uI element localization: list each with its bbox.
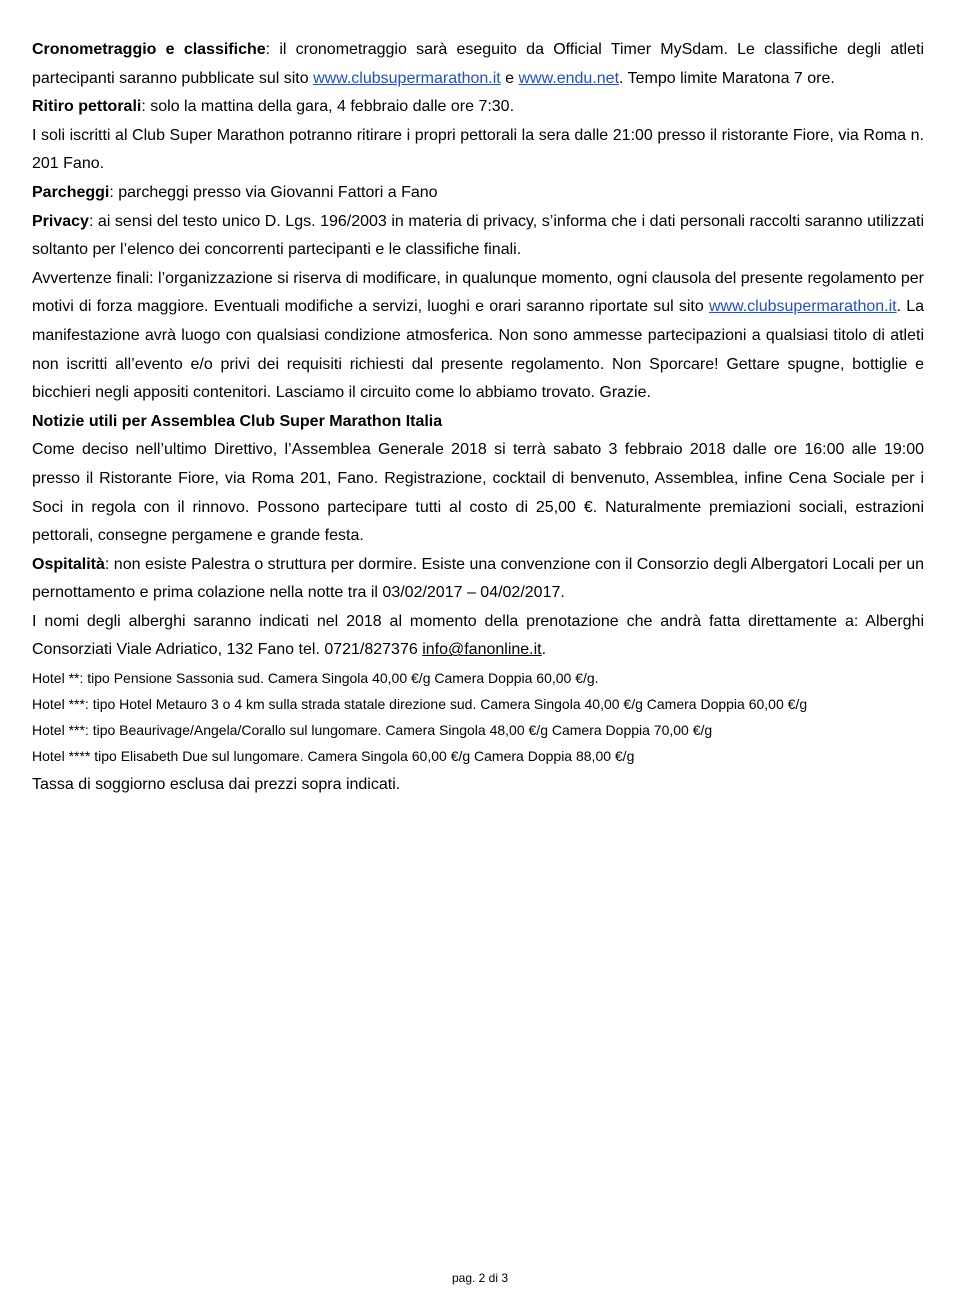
hotel-item: Hotel ***: tipo Beaurivage/Angela/Corallo sul lungomare. Camera Singola 48,00 €/g Camera Doppia 70,00 €/g bbox=[32, 722, 713, 739]
heading-cronometraggio: Cronometraggio e classifiche bbox=[32, 41, 266, 58]
hotel-item: Hotel ***: tipo Hotel Metauro 3 o 4 km sulla strada statale direzione sud. Camera Singola 40,00 €/g Camera Doppia 60,00 €/g bbox=[32, 696, 808, 713]
paragraph-parcheggi bbox=[32, 179, 924, 208]
document-body bbox=[32, 36, 924, 800]
paragraph-iscritti bbox=[32, 122, 924, 179]
link-clubsupermarathon[interactable]: www.clubsupermarathon.it bbox=[313, 69, 501, 87]
hotel-item: Hotel **** tipo Elisabeth Due sul lungomare. Camera Singola 60,00 €/g Camera Doppia 88,00 €/g bbox=[32, 748, 635, 765]
heading-assemblea: Notizie utili per Assemblea Club Super Marathon Italia bbox=[32, 412, 443, 430]
text: . bbox=[541, 641, 547, 659]
page-number: pag. 2 di 3 bbox=[451, 1271, 509, 1285]
text: Tassa di soggiorno esclusa dai prezzi sopra indicati. bbox=[32, 776, 401, 794]
text: . Tempo limite Maratona 7 ore. bbox=[619, 69, 835, 87]
hotel-item: Hotel **: tipo Pensione Sassonia sud. Camera Singola 40,00 €/g Camera Doppia 60,00 €/g. bbox=[32, 670, 599, 687]
paragraph-ospitalita bbox=[32, 551, 924, 608]
heading-parcheggi: Parcheggi bbox=[32, 183, 110, 201]
text: : ai sensi del testo unico D. Lgs. 196/2003 in materia di privacy, s’informa che i dati personali raccolti saranno utilizzati soltanto per l’elenco dei concorrenti partecipanti e le classifiche finali. bbox=[32, 212, 924, 259]
hotel-list bbox=[32, 665, 924, 769]
heading-privacy: Privacy bbox=[32, 212, 89, 230]
paragraph-cronometraggio bbox=[32, 36, 924, 93]
text: . La manifestazione avrà luogo con qualsiasi condizione atmosferica. Non sono ammesse partecipazioni a qualsiasi titolo di atleti non iscritti all’evento e/o privi dei requisiti richiesti dal presente regolamento. Non Sporcare! Gettare spugne, bottiglie e bicchieri negli appositi contenitori. Lasciamo il circuito come lo abbiamo trovato. Grazie. bbox=[32, 298, 925, 402]
paragraph-ritiro-pettorali bbox=[32, 93, 924, 122]
text: I nomi degli alberghi saranno indicati nel 2018 al momento della prenotazione che andrà fatta direttamente a: Alberghi Consorziati Viale Adriatico, 132 Fano tel. 0721/827376 bbox=[32, 612, 924, 659]
paragraph-privacy bbox=[32, 208, 924, 265]
paragraph-assemblea-heading bbox=[32, 408, 924, 437]
text: I soli iscritti al Club Super Marathon potranno ritirare i propri pettorali la sera dalle 21:00 presso il ristorante Fiore, via Roma n. 201 Fano. bbox=[32, 126, 924, 173]
text: : solo la mattina della gara, 4 febbraio dalle ore 7:30. bbox=[141, 98, 515, 116]
link-endu[interactable]: www.endu.net bbox=[518, 69, 620, 87]
heading-ritiro-pettorali: Ritiro pettorali bbox=[32, 98, 142, 116]
text: : non esiste Palestra o struttura per dormire. Esiste una convenzione con il Consorzio degli Albergatori Locali per un pernottamento e prima colazione nella notte tra il 03/02/2017 – 04/02/2017. bbox=[32, 555, 925, 602]
paragraph-alberghi bbox=[32, 608, 924, 665]
link-clubsupermarathon[interactable]: www.clubsupermarathon.it bbox=[708, 298, 897, 316]
paragraph-avvertenze bbox=[32, 265, 924, 408]
text: : il cronometraggio sarà eseguito da Official Timer MySdam. Le classifiche degli atleti partecipanti saranno pubblicate sul sito bbox=[32, 41, 925, 87]
paragraph-tassa bbox=[32, 771, 924, 800]
paragraph-assemblea bbox=[32, 436, 924, 550]
text: Avvertenze finali: l’organizzazione si riserva di modificare, in qualunque momento, ogni clausola del presente regolamento per motivi di forza maggiore. Eventuali modifiche a servizi, luoghi e orari saranno riportate sul sito bbox=[32, 269, 924, 316]
text: Come deciso nell’ultimo Direttivo, l’Assemblea Generale 2018 si terrà sabato 3 febbraio 2018 dalle ore 16:00 alle 19:00 presso il Ristorante Fiore, via Roma 201, Fano. Registrazione, cocktail di benvenuto, Assemblea, infine Cena Sociale per i Soci in regola con il rinnovo. Possono partecipare tutti al costo di 25,00 €. Naturalmente premiazioni sociali, estrazioni pettorali, consegne pergamene e grande festa. bbox=[32, 441, 924, 545]
heading-ospitalita: Ospitalità bbox=[32, 555, 105, 573]
email-link[interactable]: info@fanonline.it bbox=[422, 641, 542, 659]
text: : parcheggi presso via Giovanni Fattori a Fano bbox=[109, 183, 438, 201]
text: e bbox=[500, 69, 519, 87]
